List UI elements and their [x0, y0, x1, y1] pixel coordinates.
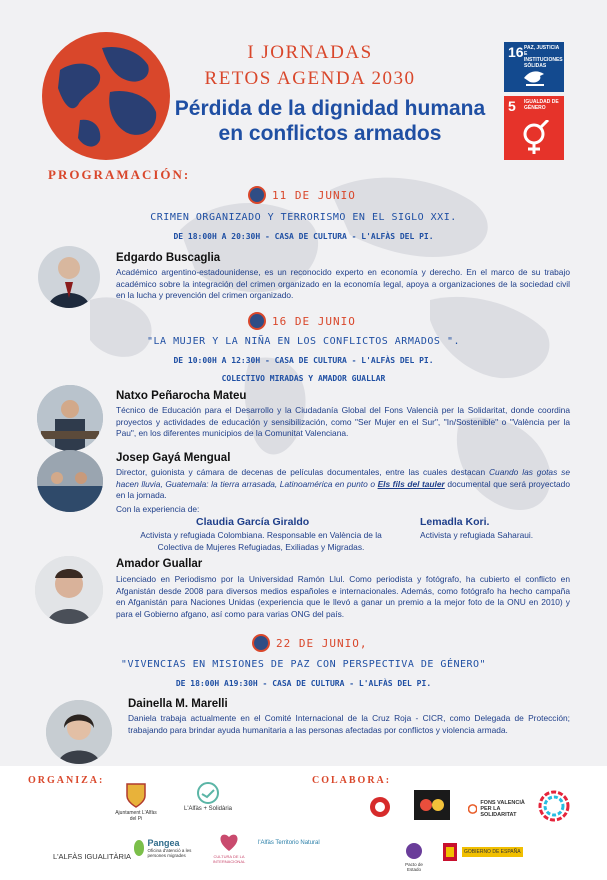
- guest-bio: Activista y refugiada Colombiana. Responsable en València de la Colectiva de Mujeres Refugiadas, Exiliadas y Migradas.: [140, 530, 382, 552]
- event-schedule: DE 18:00H A19:30H - CASA DE CULTURA - L'ALFÀS DEL PI.: [175, 679, 432, 688]
- sdg-label: PAZ, JUSTICIA E INSTITUCIONES SÓLIDAS: [524, 45, 563, 69]
- logo-text: CULTURA DE LA INTERNACIONAL: [212, 854, 246, 864]
- speaker-photo: [38, 246, 100, 308]
- main-topic-line1: Pérdida de la dignidad humana: [174, 97, 486, 120]
- logo-text: L'Alfàs + Solidària: [183, 806, 232, 812]
- dove-icon: [522, 64, 548, 88]
- igualitaria-logo: L'ALFÀS IGUALITÀRIA: [52, 852, 132, 861]
- logo-text: Pangea: [147, 838, 180, 848]
- speaker-photo: [37, 385, 103, 451]
- sdg-16-badge: [504, 42, 564, 92]
- event-title: CRIMEN ORGANIZADO Y TERRORISMO EN EL SIGLO XXI.: [150, 212, 457, 223]
- logo-text: Ajuntament L'Alfàs del Pi: [115, 810, 157, 822]
- date-row-day1: [248, 186, 356, 204]
- globe-icon: [252, 634, 270, 652]
- event-title: "LA MUJER Y LA NIÑA EN LOS CONFLICTOS ARMADOS ".: [147, 336, 460, 347]
- speaker-photo: [37, 450, 103, 512]
- speaker-name: Dainella M. Marelli: [128, 698, 228, 710]
- event-series-title: I JORNADAS: [247, 42, 373, 63]
- guest-name: Lemadla Kori.: [420, 516, 490, 528]
- speaker-bio: Técnico de Educación para el Desarrollo y la Ciudadanía Global del Fons Valencià per la Solidaritat, donde coordina proyectos y actividades de educación y sensibilización, como "Ser Mujer en el Sur", "In/Sostenible" o "València per la Pau", en los diferentes municipios de la Comunitat Valenciana.: [116, 405, 570, 439]
- speaker-bio: Daniela trabaja actualmente en el Comité Internacional de la Cruz Roja - CICR, como Delegada de Protección; trabajando para brindar ayuda humanitaria a las personas afectadas por conflictos y violencia armada.: [128, 713, 570, 735]
- sdg-number: 16: [508, 44, 524, 60]
- gender-equality-icon: [520, 120, 550, 156]
- event-title: "VIVENCIAS EN MISIONES DE PAZ CON PERSPECTIVA DE GÉNERO": [120, 659, 487, 670]
- globe-icon: [248, 186, 266, 204]
- date-row-day2: [248, 312, 356, 330]
- date-label: 22 DE JUNIO,: [276, 636, 368, 650]
- solidaria-logo: [176, 782, 240, 812]
- speaker-name: Natxo Peñarocha Mateu: [116, 390, 247, 402]
- experience-label: Con la experiencia de:: [116, 504, 200, 514]
- pangea-icon: [134, 840, 144, 856]
- colabora-label: COLABORA:: [312, 775, 392, 786]
- speaker-name: Amador Guallar: [116, 558, 203, 570]
- speaker-bio: [116, 467, 570, 502]
- pangea-logo: [134, 838, 202, 858]
- date-row-day3: [252, 634, 367, 652]
- speaker-bio: Licenciado en Periodismo por la Universidad Ramón Llul. Como periodista y fotógrafo, ha cubierto el conflicto en Afganistán desde 2008 para diversos medios españoles e internacionales. Además, como fotógrafo ha hecho campaña en Afganistán para Naciones Unidas (experiencia que le llevó a ganar un premio a la mejor foto de la ONU en 2010) y para el Gobierno afgano, así como para varias ONG del país.: [116, 574, 570, 619]
- logo-text: GOBIERNO DE ESPAÑA: [464, 849, 521, 855]
- organiza-label: ORGANIZA:: [28, 775, 105, 786]
- miradas-logo: [412, 790, 452, 822]
- date-label: 11 DE JUNIO: [272, 188, 356, 202]
- university-logo: [366, 796, 394, 820]
- pacto-estado-logo: [398, 842, 430, 872]
- ayuntamiento-logo: [112, 782, 160, 822]
- logo-text: Pacto de Estado: [405, 862, 423, 872]
- guest-bio: Activista y refugiada Saharaui.: [420, 530, 534, 540]
- fons-valencia-logo: [468, 800, 534, 818]
- fons-icon: [468, 800, 477, 818]
- event-schedule: DE 18:00H A 20:30H - CASA DE CULTURA - L'ALFÀS DEL PI.: [173, 232, 434, 241]
- speaker-name: Josep Gayá Mengual: [116, 452, 231, 464]
- programming-heading: PROGRAMACIÓN:: [48, 167, 191, 182]
- sdg-number: 5: [508, 98, 516, 114]
- event-series-subtitle: RETOS AGENDA 2030: [204, 68, 416, 89]
- bio-text: Director, guionista y cámara de decenas de películas documentales, entre las cuales destacan: [116, 467, 489, 477]
- coat-of-arms-icon: [442, 842, 458, 862]
- film-titles: Cuando las gotas se hacen lluvia, Guatemala: la tierra arrasada, Latinoamérica en punto o: [116, 467, 570, 489]
- date-label: 16 DE JUNIO: [272, 314, 356, 328]
- speaker-photo: [35, 556, 103, 624]
- guest-name: Claudia García Giraldo: [196, 516, 310, 528]
- sdg-label: IGUALDAD DE GÉNERO: [524, 99, 559, 111]
- agenda2030-logo: [536, 790, 572, 824]
- gobierno-logo: [442, 842, 572, 862]
- speaker-bio: Académico argentino-estadounidense, es un reconocido experto en economía y derecho. En el marco de su trabajo académico sobre la integración del crimen organizado en la economía legal, apoya a organizaciones de la sociedad civil en la lucha y prevención del crimen organizado.: [116, 267, 570, 301]
- logo-subtext: Oficina d'atenció a les persones migrades: [147, 848, 192, 858]
- bio-text: documental que será proyectado en la jornada.: [116, 478, 571, 501]
- cultura-logo: [208, 832, 250, 864]
- sdg-5-badge: [504, 96, 564, 160]
- main-topic-line2: en conflictos armados: [218, 122, 442, 145]
- event-collective: COLECTIVO MIRADAS Y AMADOR GUALLAR: [221, 374, 386, 383]
- event-schedule: DE 10:00H A 12:30H - CASA DE CULTURA - L'ALFÀS DEL PI.: [173, 356, 434, 365]
- territorio-logo: l'Alfàs Territorio Natural: [258, 840, 320, 846]
- logo-text: FONS VALENCIÀ PER LA SOLIDARITAT: [480, 800, 525, 818]
- globe-icon: [248, 312, 266, 330]
- speaker-name: Edgardo Buscaglia: [116, 252, 221, 264]
- film-link[interactable]: Els fils del tauler: [377, 478, 445, 489]
- speaker-photo: [46, 700, 112, 764]
